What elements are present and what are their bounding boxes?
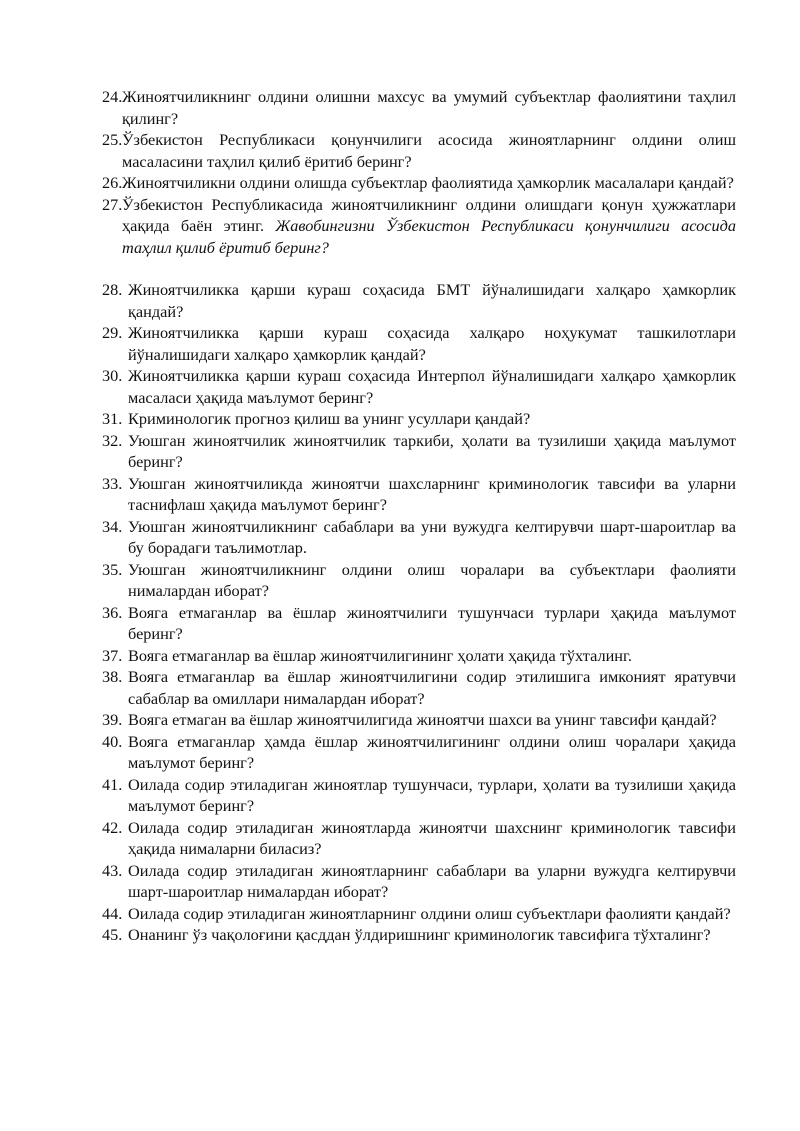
question-text: Оилада содир этиладиган жиноятларнинг олдини олиш субъектлари фаолияти қандай? bbox=[128, 903, 731, 923]
question-text: Жиноятчиликка қарши кураш соҳасида халқаро ноҳукумат ташкилотлари йўналишидаги халқаро ҳамкорлик қандай? bbox=[128, 323, 736, 364]
question-number: 27. bbox=[102, 194, 123, 214]
question-text: Уюшган жиноятчиликнинг олдини олиш чоралари ва субъектлари фаолияти нималардан иборат? bbox=[128, 559, 736, 600]
question-text: Онанинг ўз чақолоғини қасддан ўлдиришнинг криминологик тавсифига тўхталинг? bbox=[128, 925, 711, 944]
question-item bbox=[102, 365, 736, 408]
question-item bbox=[102, 473, 736, 516]
question-number: 40. bbox=[102, 731, 123, 751]
question-text: Жиноятчиликни олдини олишда субъектлар фаолиятида ҳамкорлик масалалари қандай? bbox=[122, 173, 734, 192]
question-item bbox=[102, 774, 736, 817]
question-text: Уюшган жиноятчилик жиноятчилик таркиби, ҳолати ва тузилиши ҳақида маълумот беринг? bbox=[128, 430, 736, 471]
question-text: Жиноятчиликка қарши кураш соҳасида БМТ йўналишидаги халқаро ҳамкорлик қандай? bbox=[128, 280, 736, 321]
question-text: Жиноятчиликнинг олдини олишни махсус ва умумий субъектлар фаолиятини таҳлил қилинг? bbox=[122, 87, 736, 128]
question-number: 43. bbox=[102, 860, 123, 880]
question-number: 34. bbox=[102, 516, 123, 536]
question-number: 35. bbox=[102, 559, 123, 579]
question-item bbox=[102, 129, 736, 172]
question-number: 33. bbox=[102, 473, 123, 493]
question-item bbox=[102, 559, 736, 602]
section-gap bbox=[102, 258, 736, 279]
question-item bbox=[102, 194, 736, 259]
question-item bbox=[102, 172, 736, 194]
question-number: 24. bbox=[102, 87, 123, 106]
question-text: Ўзбекистон Республикаси қонунчилиги асосида жиноятларнинг олдини олиш масаласини таҳлил қилиб ёритиб беринг? bbox=[122, 130, 736, 171]
question-number: 30. bbox=[102, 366, 123, 385]
question-list bbox=[102, 86, 736, 946]
question-text: Уюшган жиноятчиликда жиноятчи шахсларнинг криминологик тавсифи ва уларни таснифлаш ҳақида маълумот беринг? bbox=[128, 473, 736, 514]
question-item bbox=[102, 279, 736, 322]
question-item bbox=[102, 924, 736, 946]
question-item bbox=[102, 322, 736, 365]
question-number: 31. bbox=[102, 409, 123, 428]
question-item bbox=[102, 731, 736, 774]
question-number: 45. bbox=[102, 925, 123, 944]
question-item bbox=[102, 602, 736, 645]
question-text-italic: Жавобингизни Ўзбекистон Республикаси қонунчилиги асосида таҳлил қилиб ёритиб беринг? bbox=[122, 216, 736, 257]
question-number: 26. bbox=[102, 173, 123, 192]
question-number: 29. bbox=[102, 323, 123, 342]
question-number: 32. bbox=[102, 430, 123, 450]
question-item bbox=[102, 645, 736, 667]
question-text: Вояга етмаганлар ва ёшлар жиноятчилигини содир этилишига имконият яратувчи сабаблар ва омиллари нималардан иборат? bbox=[128, 667, 736, 708]
question-text: Вояга етмаганлар ва ёшлар жиноятчилигининг ҳолати ҳақида тўхталинг. bbox=[128, 645, 632, 665]
question-item bbox=[102, 817, 736, 860]
question-item bbox=[102, 86, 736, 129]
question-text: Вояга етмаганлар ва ёшлар жиноятчилиги тушунчаси турлари ҳақида маълумот беринг? bbox=[128, 602, 736, 643]
question-number: 37. bbox=[102, 645, 123, 665]
question-number: 42. bbox=[102, 817, 123, 837]
question-text: Оилада содир этиладиган жиноятлар тушунчаси, турлари, ҳолати ва тузилиши ҳақида маълумот беринг? bbox=[128, 774, 736, 815]
question-number: 38. bbox=[102, 667, 123, 686]
question-text: Уюшган жиноятчиликнинг сабаблари ва уни вужудга келтирувчи шарт-шароитлар ва бу борадаги таълимотлар. bbox=[128, 516, 736, 557]
question-text: Криминологик прогноз қилиш ва унинг усуллари қандай? bbox=[128, 409, 531, 428]
question-number: 36. bbox=[102, 602, 123, 622]
question-item bbox=[102, 516, 736, 559]
question-item bbox=[102, 666, 736, 709]
question-number: 25. bbox=[102, 130, 123, 149]
question-text: Ўзбекистон Республикасида жиноятчиликнинг олдини олишдаги қонун ҳужжатлари ҳақида баён этинг. bbox=[122, 194, 736, 235]
question-text: Оилада содир этиладиган жиноятларнинг сабаблари ва уларни вужудга келтирувчи шарт-шароитлар нималардан иборат? bbox=[128, 860, 736, 901]
question-text: Оилада содир этиладиган жиноятларда жиноятчи шахснинг криминологик тавсифи ҳақида нималарни биласиз? bbox=[128, 817, 736, 858]
question-item bbox=[102, 860, 736, 903]
question-item bbox=[102, 903, 736, 925]
question-number: 39. bbox=[102, 710, 123, 729]
question-item bbox=[102, 408, 736, 430]
question-text: Вояга етмаганлар ҳамда ёшлар жиноятчилигининг олдини олиш чоралари ҳақида маълумот беринг? bbox=[128, 731, 736, 772]
question-number: 41. bbox=[102, 774, 123, 794]
question-text: Вояга етмаган ва ёшлар жиноятчилигида жиноятчи шахси ва унинг тавсифи қандай? bbox=[128, 710, 717, 729]
question-number: 28. bbox=[102, 280, 123, 299]
question-text: Жиноятчиликка қарши кураш соҳасида Интерпол йўналишидаги халқаро ҳамкорлик масаласи ҳақида маълумот беринг? bbox=[128, 366, 736, 407]
question-item bbox=[102, 430, 736, 473]
question-item bbox=[102, 709, 736, 731]
question-number: 44. bbox=[102, 903, 123, 923]
